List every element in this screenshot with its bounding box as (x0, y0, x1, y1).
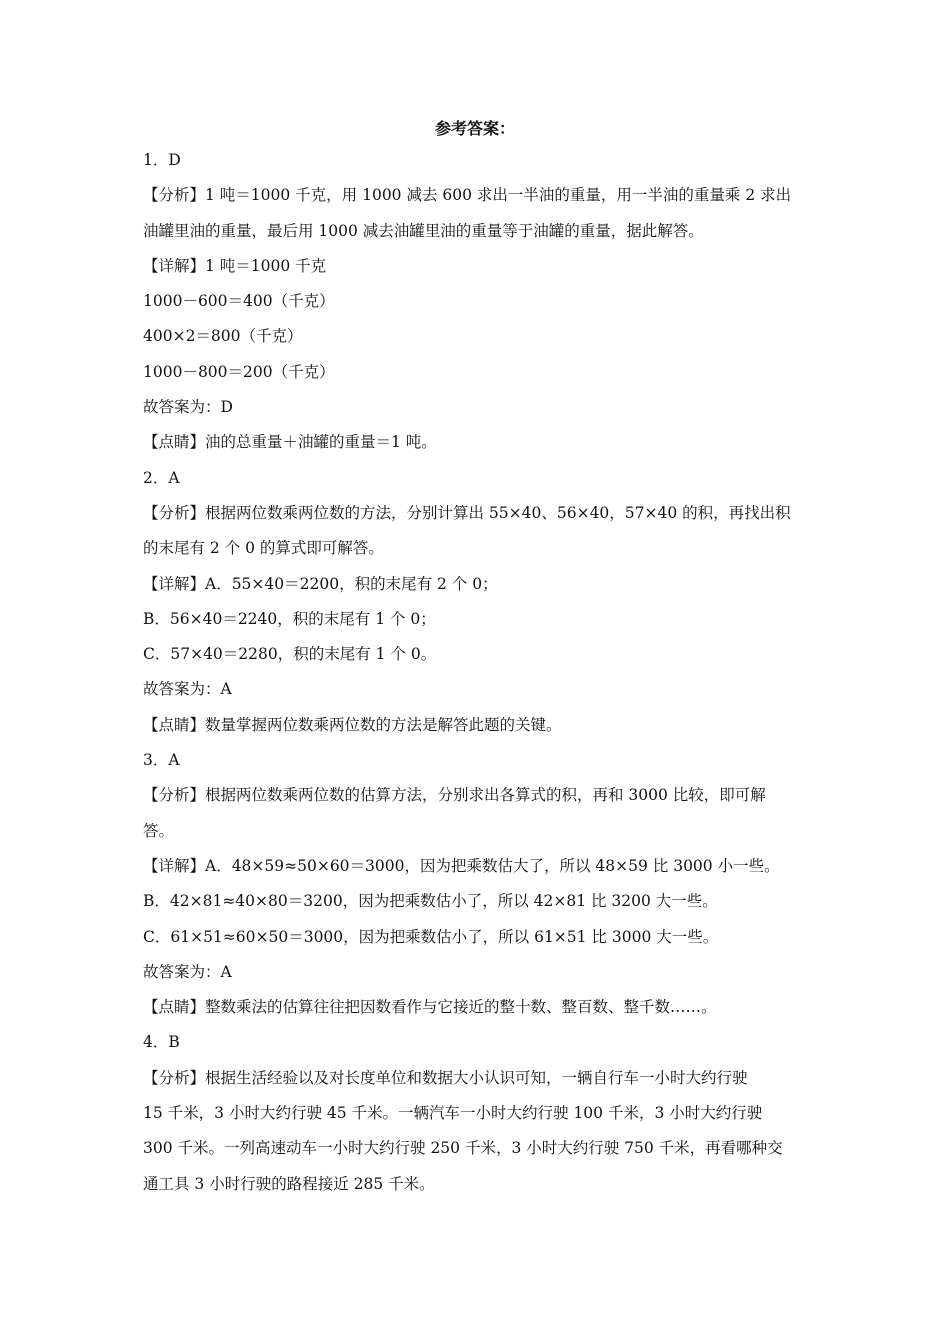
answer-3-detail-line-1: 【详解】A．48×59≈50×60＝3000，因为把乘数估大了，所以 48×59 比 3000 小一些。 (143, 856, 780, 875)
answer-2-note: 【点睛】数量掌握两位数乘两位数的方法是解答此题的关键。 (143, 715, 562, 734)
answer-2-heading: 2．A (143, 468, 180, 487)
answer-2-detail-line-1: 【详解】A．55×40＝2200，积的末尾有 2 个 0； (143, 574, 498, 593)
answer-2-detail-line-2: B．56×40＝2240，积的末尾有 1 个 0； (143, 609, 436, 628)
answer-3-heading: 3．A (143, 751, 180, 770)
answer-1-conclusion: 故答案为：D (143, 398, 233, 417)
answer-4-analysis-line-1: 【分析】根据生活经验以及对长度单位和数据大小认识可知，一辆自行车一小时大约行驶 (143, 1068, 748, 1087)
answer-2-detail-line-3: C．57×40＝2280，积的末尾有 1 个 0。 (143, 645, 437, 664)
answer-1-detail-line-3: 400×2＝800（千克） (143, 327, 303, 346)
answer-3-note: 【点睛】整数乘法的估算往往把因数看作与它接近的整十数、整百数、整千数……。 (143, 998, 717, 1017)
answer-3-detail-line-2: B．42×81≈40×80＝3200，因为把乘数估小了，所以 42×81 比 3200 大一些。 (143, 892, 718, 911)
answer-1-detail-line-1: 【详解】1 吨＝1000 千克 (143, 256, 327, 275)
answer-1-note: 【点睛】油的总重量＋油罐的重量＝1 吨。 (143, 433, 437, 452)
answer-4-analysis-line-2: 15 千米，3 小时大约行驶 45 千米。一辆汽车一小时大约行驶 100 千米，3 小时大约行驶 (143, 1104, 763, 1123)
answer-2-conclusion: 故答案为：A (143, 680, 232, 699)
answer-3-analysis-line-2: 答。 (143, 821, 175, 840)
answer-1-analysis-line-2: 油罐里油的重量，最后用 1000 减去油罐里油的重量等于油罐的重量，据此解答。 (143, 221, 704, 240)
answer-4-heading: 4．B (143, 1033, 180, 1052)
answer-3-conclusion: 故答案为：A (143, 962, 232, 981)
answer-1-detail-line-2: 1000－600＝400（千克） (143, 292, 335, 311)
answer-4-analysis-line-3: 300 千米。一列高速动车一小时大约行驶 250 千米，3 小时大约行驶 750 千米，再看哪种交 (143, 1139, 783, 1158)
answer-1-detail-line-4: 1000－800＝200（千克） (143, 362, 335, 381)
answer-content (143, 143, 807, 1202)
page-title: 参考答案： (434, 119, 515, 138)
answer-2-analysis-line-2: 的末尾有 2 个 0 的算式即可解答。 (143, 539, 384, 558)
answer-3-analysis-line-1: 【分析】根据两位数乘两位数的估算方法，分别求出各算式的积，再和 3000 比较，即可解 (143, 786, 766, 805)
answer-2-analysis-line-1: 【分析】根据两位数乘两位数的方法，分别计算出 55×40、56×40，57×40 的积，再找出积 (143, 503, 791, 522)
answer-3-detail-line-3: C．61×51≈60×50＝3000，因为把乘数估小了，所以 61×51 比 3000 大一些。 (143, 927, 719, 946)
answer-1-heading: 1．D (143, 151, 181, 169)
answer-4-analysis-line-4: 通工具 3 小时行驶的路程接近 285 千米。 (143, 1174, 435, 1193)
answer-1-analysis-line-1: 【分析】1 吨＝1000 千克，用 1000 减去 600 求出一半油的重量，用一半油的重量乘 2 求出 (143, 186, 792, 205)
